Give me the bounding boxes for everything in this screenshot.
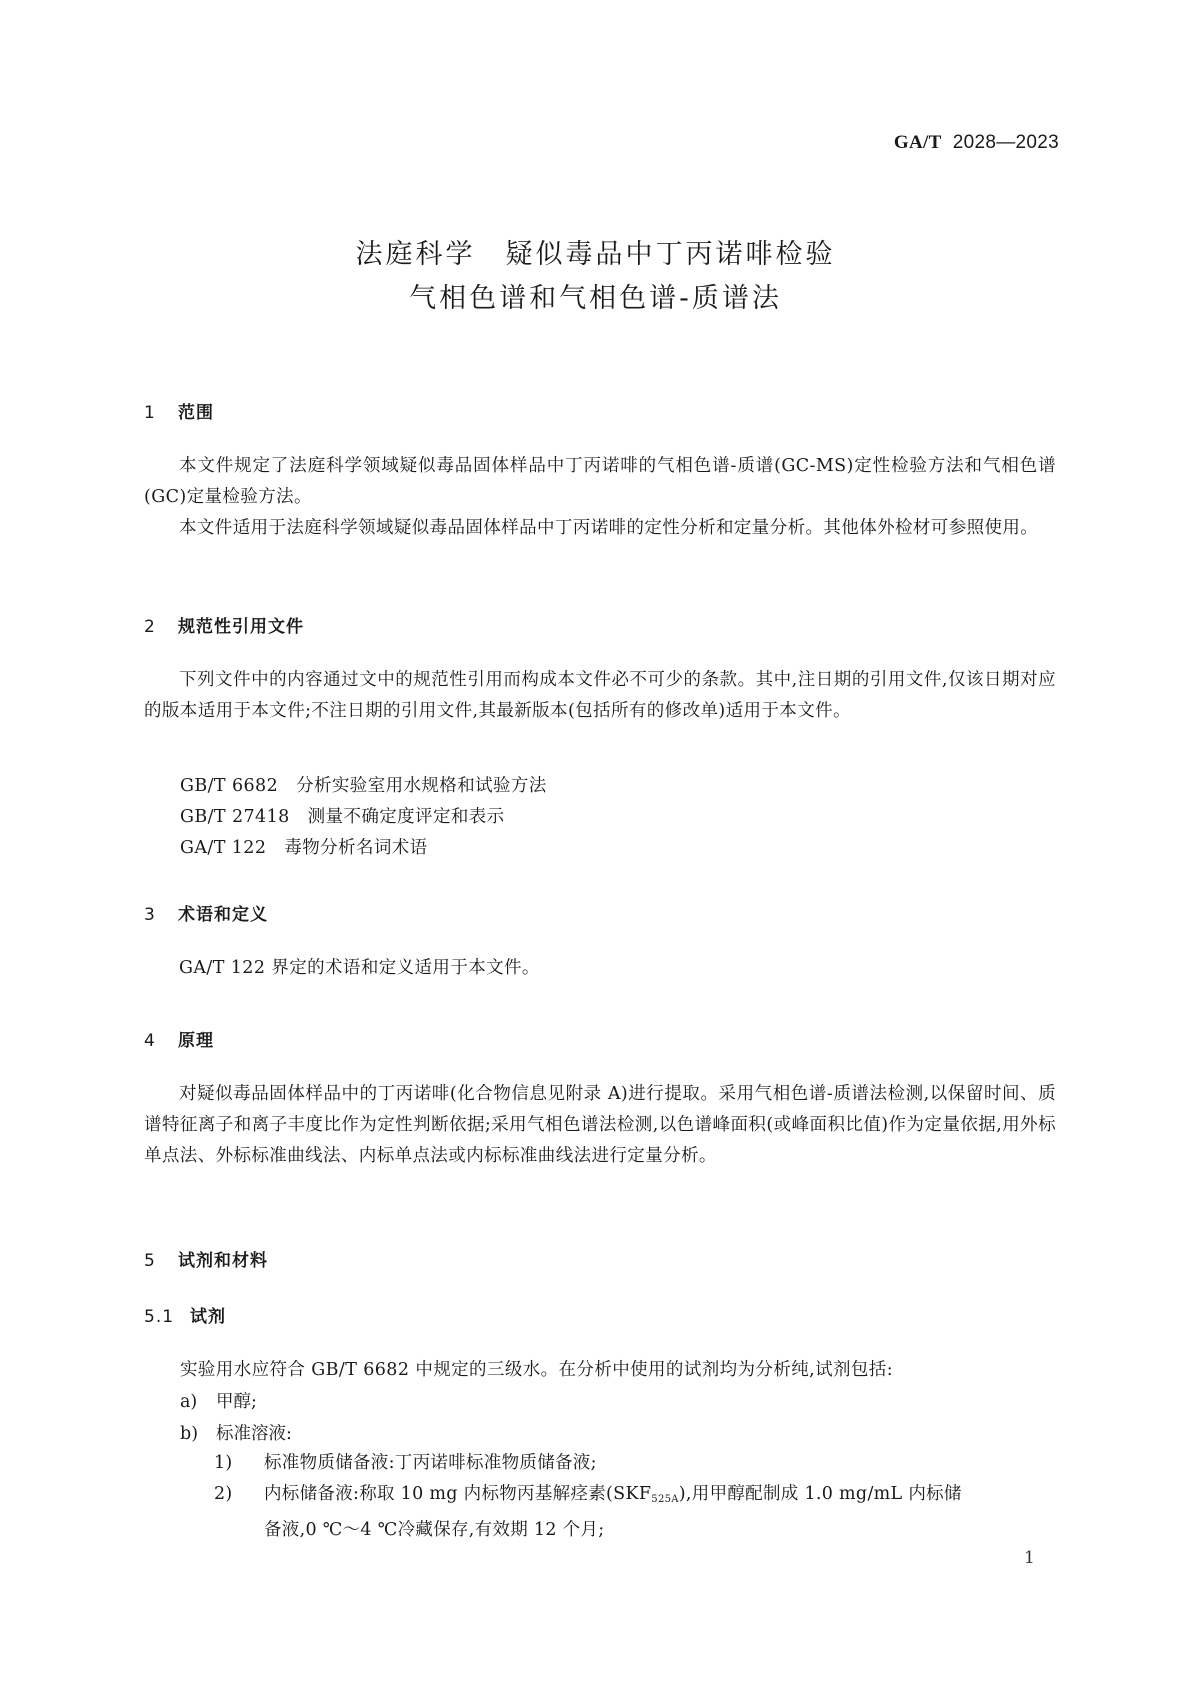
list-text-continuation: 备液,0 ℃～4 ℃冷藏保存,有效期 12 个月;: [264, 1520, 605, 1540]
list-text: 标准物质储备液:丁丙诺啡标准物质储备液;: [264, 1453, 597, 1473]
reference-item: [180, 772, 547, 797]
paragraph-text: 对疑似毒品固体样品中的丁丙诺啡(化合物信息见附录 A)进行提取。采用气相色谱-质谱法检测,以保留时间、质谱特征离子和离子丰度比作为定性判断依据;采用气相色谱法检测,以色谱峰面积(或峰面积比值)作为定量依据,用外标单点法、外标标准曲线法、内标单点法或内标标准曲线法进行定量分析。: [144, 1084, 1056, 1166]
list-text: 内标储备液:称取 10 mg 内标物丙基解痉素(SKF: [264, 1484, 652, 1504]
section-4-heading: [144, 1026, 214, 1051]
reference-item: [180, 834, 428, 859]
section-number: 1: [144, 403, 156, 423]
subsection-5-1-intro: 实验用水应符合 GB/T 6682 中规定的三级水。在分析中使用的试剂均为分析纯,试剂包括:: [180, 1360, 893, 1380]
reference-code: GA/T 122: [180, 838, 267, 858]
list-subitem-2: [214, 1479, 1056, 1546]
section-1-heading: [144, 398, 214, 423]
list-text: 标准溶液:: [216, 1424, 292, 1444]
reference-code: GB/T 27418: [180, 807, 290, 827]
section-number: 3: [144, 905, 156, 925]
section-title: 原理: [178, 1031, 214, 1051]
section-3-heading: [144, 900, 268, 925]
document-title-line-2: 气相色谱和气相色谱-质谱法: [409, 283, 782, 314]
reference-code: GB/T 6682: [180, 776, 279, 796]
list-item-b: [180, 1420, 292, 1445]
standard-code: [894, 132, 1059, 154]
section-3-paragraph-1: [144, 953, 1056, 984]
subscript: 525A: [651, 1494, 679, 1505]
list-marker: 1): [214, 1453, 233, 1473]
list-item-a: [180, 1388, 257, 1413]
reference-title: 分析实验室用水规格和试验方法: [296, 776, 547, 796]
reference-item: [180, 803, 505, 828]
list-marker: a): [180, 1392, 198, 1412]
list-text: ),用甲醇配制成 1.0 mg/mL 内标储: [678, 1484, 962, 1504]
section-2-heading: [144, 612, 304, 637]
standard-number: 2028—2023: [952, 132, 1059, 153]
reference-title: 毒物分析名词术语: [284, 838, 428, 858]
page-number: 1: [1024, 1548, 1035, 1568]
paragraph-text: GA/T 122 界定的术语和定义适用于本文件。: [179, 958, 540, 978]
section-title: 规范性引用文件: [178, 617, 304, 637]
standard-prefix: GA/T: [893, 132, 942, 153]
section-2-paragraph-1: [144, 665, 1056, 727]
section-title: 范围: [178, 403, 214, 423]
list-text: 甲醇;: [216, 1392, 257, 1412]
section-number: 4: [144, 1031, 156, 1051]
list-marker: 2): [214, 1484, 233, 1504]
section-number: 2: [144, 617, 156, 637]
list-subitem-1: [214, 1448, 1056, 1479]
reference-title: 测量不确定度评定和表示: [307, 807, 505, 827]
document-title-line-1: 法庭科学 疑似毒品中丁丙诺啡检验: [355, 239, 836, 270]
section-number: 5: [144, 1251, 156, 1271]
paragraph-text: 下列文件中的内容通过文中的规范性引用而构成本文件必不可少的条款。其中,注日期的引用文件,仅该日期对应的版本适用于本文件;不注日期的引用文件,其最新版本(包括所有的修改单)适用于本文件。: [144, 670, 1056, 721]
subsection-title: 试剂: [190, 1307, 226, 1327]
list-marker: b): [180, 1424, 199, 1444]
paragraph-text: 本文件适用于法庭科学领域疑似毒品固体样品中丁丙诺啡的定性分析和定量分析。其他体外检材可参照使用。: [179, 518, 1039, 538]
section-4-paragraph-1: [144, 1079, 1056, 1172]
section-1-paragraph-2: [144, 513, 1056, 544]
subsection-5-1-heading: [144, 1302, 226, 1327]
section-1-paragraph-1: [144, 451, 1056, 513]
paragraph-text: 本文件规定了法庭科学领域疑似毒品固体样品中丁丙诺啡的气相色谱-质谱(GC-MS)定性检验方法和气相色谱(GC)定量检验方法。: [144, 456, 1056, 507]
subsection-number: 5.1: [144, 1307, 175, 1327]
section-title: 术语和定义: [178, 905, 268, 925]
section-5-heading: [144, 1246, 268, 1271]
section-title: 试剂和材料: [178, 1251, 268, 1271]
